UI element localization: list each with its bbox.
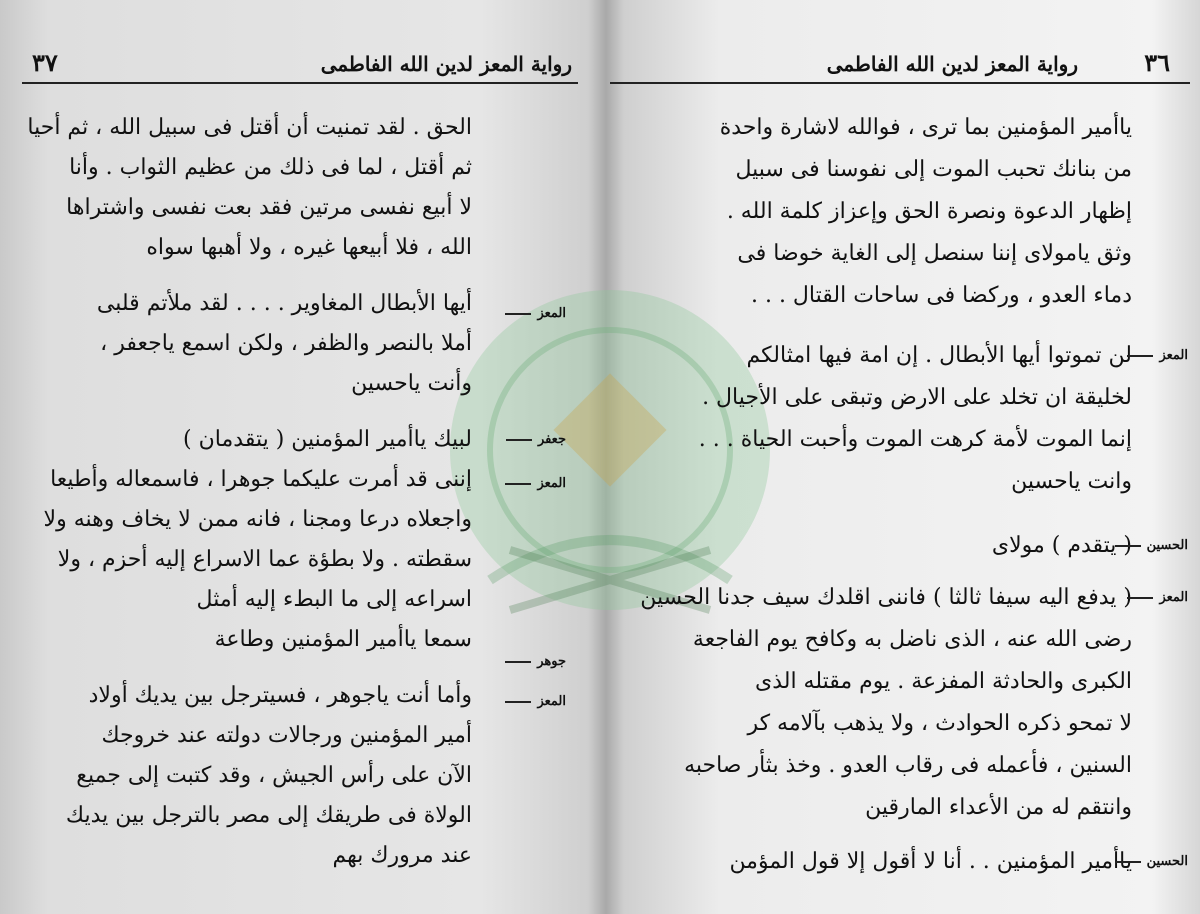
text-line: الولاة فى طريقك إلى مصر بالترجل بين يديك [65,803,472,828]
page-number: ٣٧ [32,48,58,77]
text-line: لن تموتوا أيها الأبطال . إن امة فيها امثالكم [746,343,1132,368]
text-line: وثق يامولاى إننا سنصل إلى الغاية خوضا فى [737,241,1132,266]
header-rule [610,82,1190,84]
text-line: لا أبيع نفسى مرتين فقد بعت نفسى واشتراها [66,195,472,220]
text-line: لا تمحو ذكره الحوادث ، ولا يذهب بآلامه كر [747,711,1132,736]
text-line: وأنت ياحسين [351,371,472,396]
dash [1127,355,1153,357]
text-line: سقطته . ولا بطؤة عما الاسراع إليه أحزم ، ولا [57,547,472,572]
text-line: الله ، فلا أبيعها غيره ، ولا أهبها سواه [146,235,472,260]
speaker-label: المعز [499,694,566,709]
text-line: لخليقة ان تخلد على الارض وتبقى على الأجيال . [702,385,1132,410]
speaker-label: جعفر [500,432,566,447]
page-37 [0,0,590,914]
text-line: إظهار الدعوة ونصرة الحق وإعزاز كلمة الله . [726,199,1132,224]
speaker-label: الحسين [1109,538,1188,553]
text-line: الكبرى والحادثة المفزعة . يوم مقتله الذى [754,669,1132,694]
text-line: السنين ، فأعمله فى رقاب العدو . وخذ بثأر صاحبه [684,753,1132,778]
text-line: اسراعه إلى ما البطء إليه أمثل [196,587,472,612]
speaker-label: المعز [499,306,566,321]
text-line: دماء العدو ، وركضا فى ساحات القتال . . . [750,283,1132,308]
text-line: ياأمير المؤمنين بما ترى ، فوالله لاشارة واحدة [719,115,1132,140]
text-line: وأما أنت ياجوهر ، فسيترجل بين يديك أولاد [88,683,472,708]
dash [505,661,531,663]
text-line: وانتقم له من الأعداء المارقين [865,795,1132,820]
dash [1115,545,1141,547]
text-line: وانت ياحسين [1011,469,1132,494]
speaker-label: المعز [1121,590,1188,605]
page-number: ٣٦ [1144,48,1170,77]
text-line: من بنانك تحبب الموت إلى نفوسنا فى سبيل [735,157,1132,182]
text-line: أملا بالنصر والظفر ، ولكن اسمع ياجعفر ، [100,331,472,356]
running-title: رواية المعز لدين الله الفاطمى [826,52,1078,76]
dash [1127,597,1153,599]
text-line: عند مرورك بهم [332,843,472,868]
page-header [22,44,578,84]
page-header [610,44,1190,84]
dash [1115,861,1141,863]
speaker-label: الحسين [1109,854,1188,869]
text-line: أمير المؤمنين ورجالات دولته عند خروجك [101,723,472,748]
text-line: رضى الله عنه ، الذى ناضل به وكافح يوم الفاجعة [692,627,1132,652]
text-line: سمعا ياأمير المؤمنين وطاعة [214,627,472,652]
running-title: رواية المعز لدين الله الفاطمى [320,52,572,76]
text-line: ( يتقدم ) مولاى [991,533,1132,558]
header-rule [22,82,578,84]
speaker-label: المعز [1121,348,1188,363]
dash [506,439,532,441]
text-line: واجعلاه درعا ومجنا ، فانه ممن لا يخاف وهنه ولا [43,507,472,532]
dash [505,483,531,485]
dash [505,701,531,703]
text-line: إنما الموت لأمة كرهت الموت وأحبت الحياة . . . [698,427,1132,452]
speaker-label: المعز [499,476,566,491]
text-line: أيها الأبطال المغاوير . . . . لقد ملأتم قلبى [96,291,472,316]
text-line: ثم أقتل ، لما فى ذلك من عظيم الثواب . وأنا [69,155,472,180]
text-line: ياأمير المؤمنين . . أنا لا أقول إلا قول المؤمن [729,849,1132,874]
text-line: لبيك ياأمير المؤمنين ( يتقدمان ) [183,427,472,452]
speaker-label: جوهر [499,654,566,669]
text-line: الآن على رأس الجيش ، وقد كتبت إلى جميع [76,763,472,788]
page-36 [600,0,1200,914]
text-line: ( يدفع اليه سيفا ثالثا ) فاننى اقلدك سيف جدنا الحسين [640,585,1132,610]
text-line: الحق . لقد تمنيت أن أقتل فى سبيل الله ، ثم أحيا [27,115,472,140]
text-line: إننى قد أمرت عليكما جوهرا ، فاسمعاله وأطيعا [50,467,472,492]
dash [505,313,531,315]
